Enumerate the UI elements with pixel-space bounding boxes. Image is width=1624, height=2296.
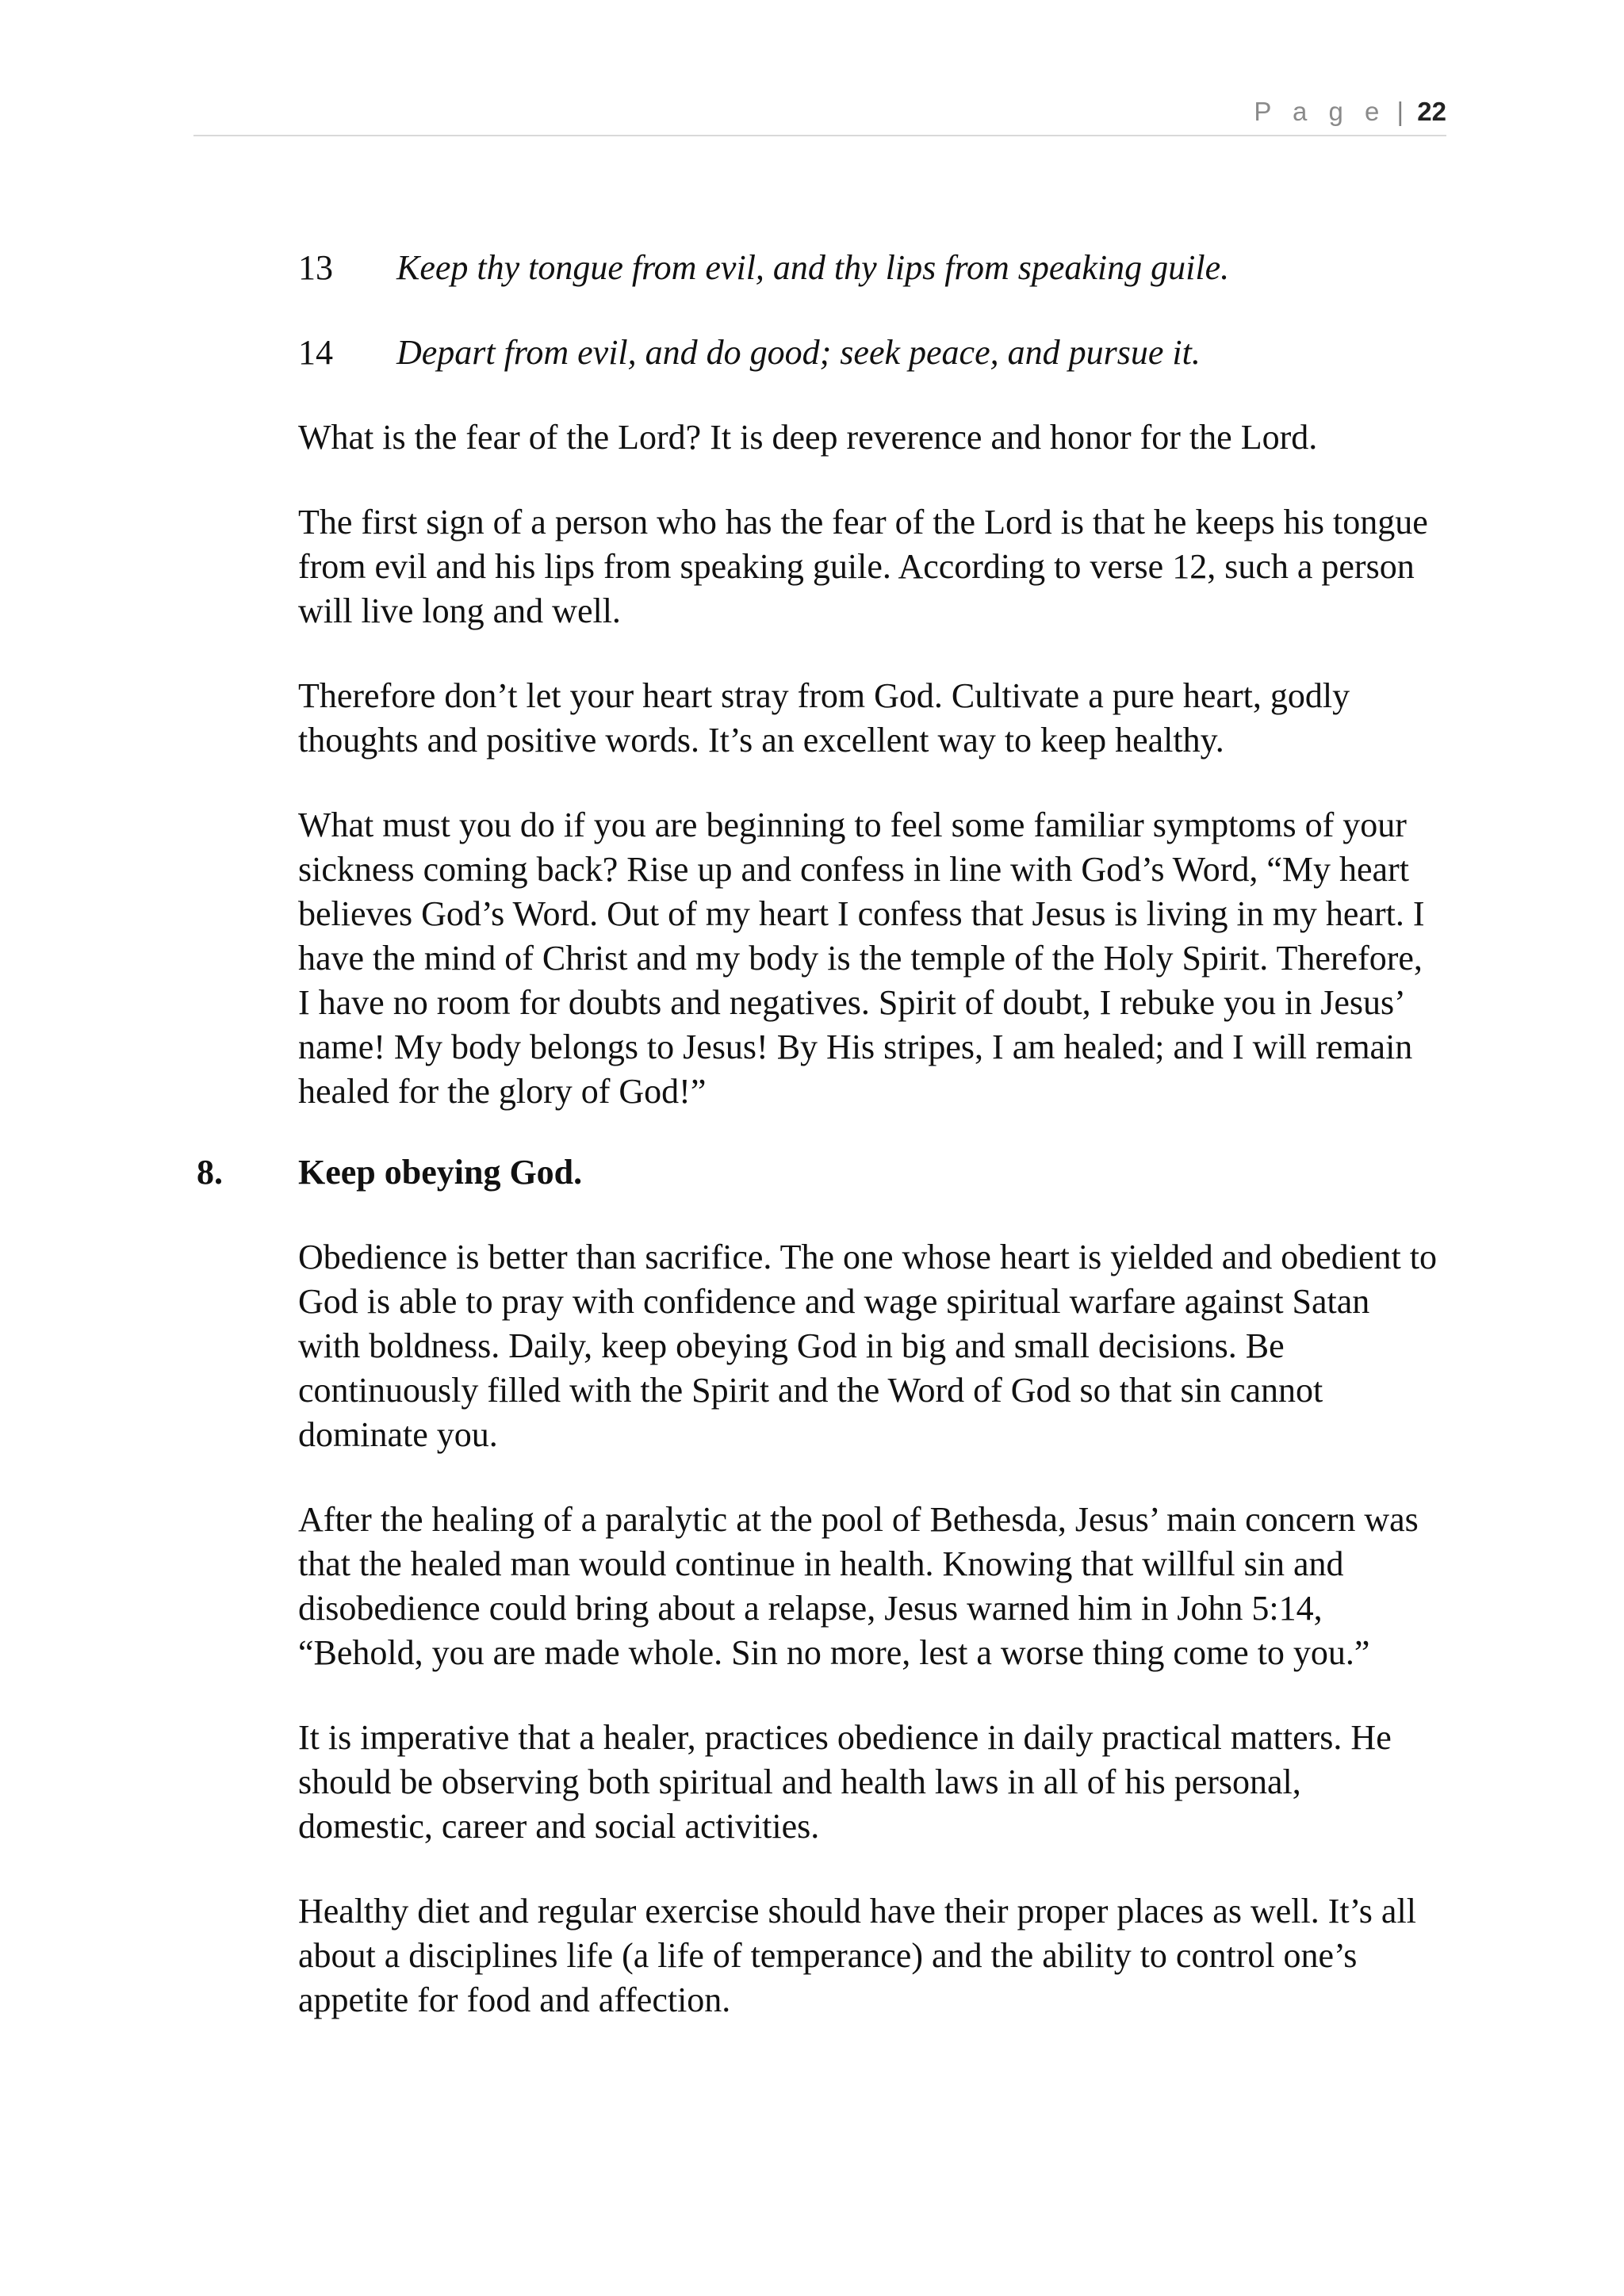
section-heading — [197, 1150, 1440, 1195]
paragraph-pure-heart: Therefore don’t let your heart stray from God. Cultivate a pure heart, godly thoughts and positive words. It’s an excellent way to keep healthy. — [298, 676, 1350, 760]
page-header — [193, 94, 1446, 136]
page-label: P a g e — [1254, 97, 1387, 126]
verse-13 — [298, 246, 1440, 290]
paragraph-practical-obedience: It is imperative that a healer, practices obedience in daily practical matters. He should be observing both spiritual and health laws in all of his personal, domestic, career and social activities. — [298, 1718, 1392, 1846]
paragraph-bethesda: After the healing of a paralytic at the pool of Bethesda, Jesus’ main concern was that the healed man would continue in health. Knowing that willful sin and disobedience could bring about a relapse, Jesus warned him in John 5:14, “Behold, you are made whole. Sin no more, lest a worse thing come to you.” — [298, 1500, 1419, 1672]
section-number: 8. — [197, 1153, 223, 1192]
page-separator: | — [1396, 97, 1404, 126]
paragraph-fear-of-lord: What is the fear of the Lord? It is deep reverence and honor for the Lord. — [298, 418, 1318, 457]
verse-14 — [298, 331, 1440, 375]
verse-text: Keep thy tongue from evil, and thy lips from speaking guile. — [396, 248, 1230, 287]
page-number-label — [1254, 97, 1446, 127]
page-number: 22 — [1417, 97, 1446, 126]
verse-text: Depart from evil, and do good; seek peace, and pursue it. — [396, 333, 1201, 372]
paragraph-confession: What must you do if you are beginning to feel some familiar symptoms of your sickness coming back? Rise up and confess in line with God’s Word, “My heart believes God’s Word. Out of my heart I confess that Jesus is living in my heart. I have the mind of Christ and my body is the temple of the Holy Spirit. Therefore, I have no room for doubts and negatives. Spirit of doubt, I rebuke you in Jesus’ name! My body belongs to Jesus! By His stripes, I am healed; and I will remain healed for the glory of God!” — [298, 806, 1425, 1111]
paragraph-diet-exercise: Healthy diet and regular exercise should have their proper places as well. It’s all about a disciplines life (a life of temperance) and the ability to control one’s appetite for food and affection. — [298, 1892, 1416, 2019]
verse-number: 14 — [298, 333, 333, 372]
page-content — [197, 246, 1440, 2063]
verse-number: 13 — [298, 248, 333, 287]
paragraph-obedience: Obedience is better than sacrifice. The one whose heart is yielded and obedient to God is able to pray with confidence and wage spiritual warfare against Satan with boldness. Daily, keep obeying God in big and small decisions. Be continuously filled with the Spirit and the Word of God so that sin cannot dominate you. — [298, 1238, 1437, 1454]
paragraph-first-sign: The first sign of a person who has the fear of the Lord is that he keeps his tongue from evil and his lips from speaking guile. According to verse 12, such a person will live long and well. — [298, 503, 1428, 630]
section-title: Keep obeying God. — [298, 1153, 583, 1192]
